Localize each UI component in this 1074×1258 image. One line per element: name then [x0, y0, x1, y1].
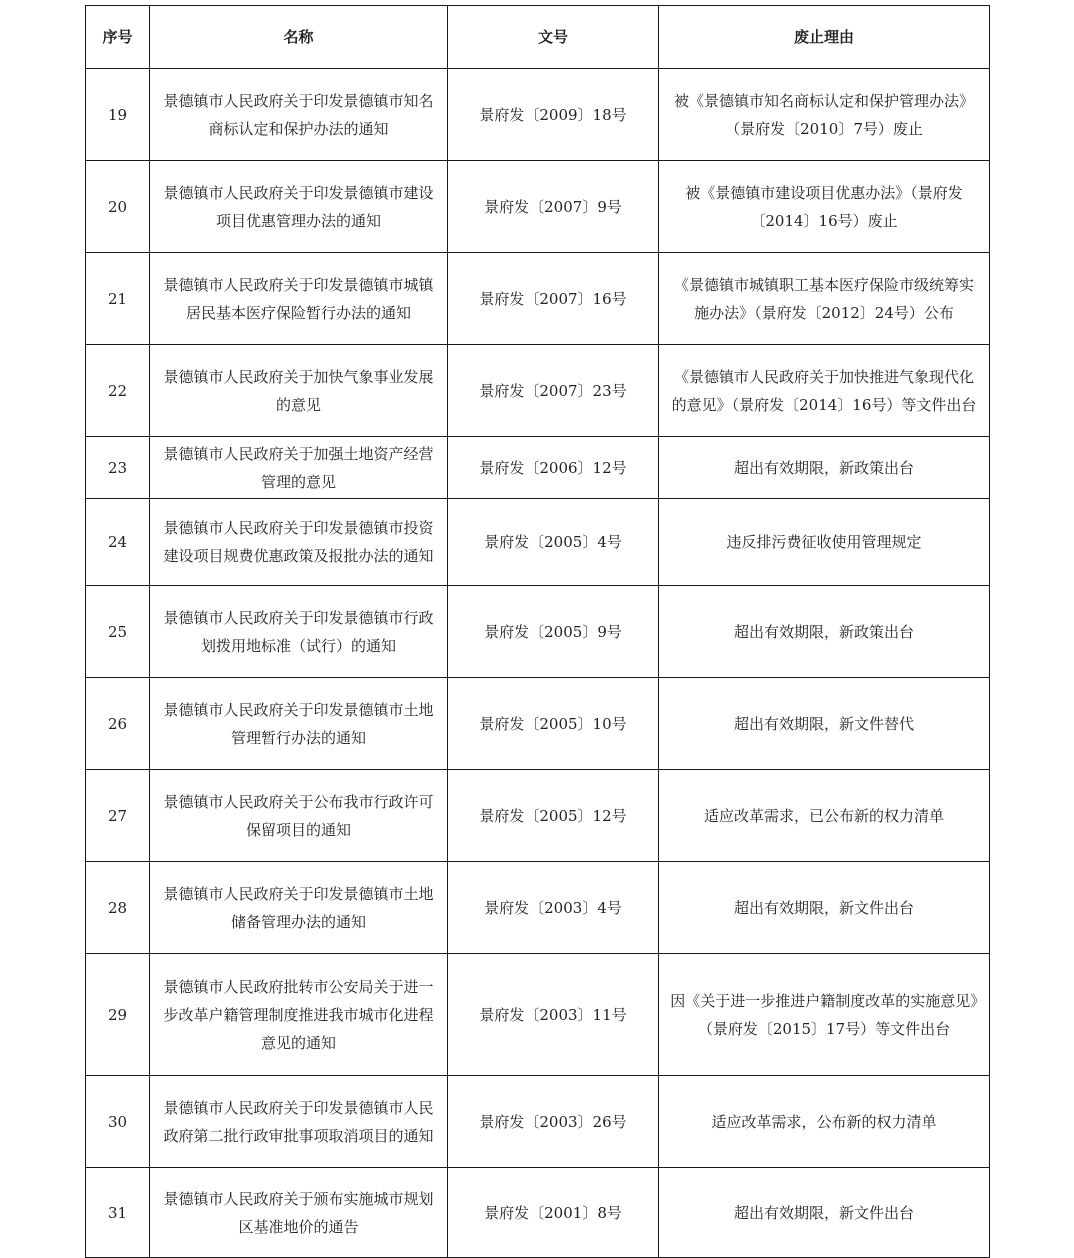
row-docno: 景府发〔2006〕12号 — [448, 437, 659, 499]
row-reason: 超出有效期限，新文件出台 — [659, 1168, 990, 1258]
row-reason: 被《景德镇市建设项目优惠办法》（景府发〔2014〕16号）废止 — [659, 161, 990, 253]
row-name: 景德镇市人民政府关于加强土地资产经营管理的意见 — [150, 437, 448, 499]
row-docno: 景府发〔2001〕8号 — [448, 1168, 659, 1258]
row-docno: 景府发〔2003〕26号 — [448, 1076, 659, 1168]
row-reason: 违反排污费征收使用管理规定 — [659, 499, 990, 586]
row-name: 景德镇市人民政府关于印发景德镇市土地储备管理办法的通知 — [150, 862, 448, 954]
row-name: 景德镇市人民政府关于印发景德镇市人民政府第二批行政审批事项取消项目的通知 — [150, 1076, 448, 1168]
table-row — [86, 770, 990, 862]
row-name: 景德镇市人民政府关于印发景德镇市土地管理暂行办法的通知 — [150, 678, 448, 770]
table-row — [86, 253, 990, 345]
table-row — [86, 69, 990, 161]
row-seq: 25 — [86, 586, 150, 678]
row-reason: 超出有效期限，新政策出台 — [659, 437, 990, 499]
row-name: 景德镇市人民政府关于公布我市行政许可保留项目的通知 — [150, 770, 448, 862]
row-name: 景德镇市人民政府关于颁布实施城市规划区基准地价的通告 — [150, 1168, 448, 1258]
table-row — [86, 1076, 990, 1168]
row-name: 景德镇市人民政府关于印发景德镇市知名商标认定和保护办法的通知 — [150, 69, 448, 161]
row-seq: 26 — [86, 678, 150, 770]
row-reason: 《景德镇市人民政府关于加快推进气象现代化的意见》（景府发〔2014〕16号）等文件出台 — [659, 345, 990, 437]
table-row — [86, 437, 990, 499]
row-name: 景德镇市人民政府关于印发景德镇市投资建设项目规费优惠政策及报批办法的通知 — [150, 499, 448, 586]
table-row — [86, 1168, 990, 1258]
row-reason: 超出有效期限，新文件替代 — [659, 678, 990, 770]
row-seq: 29 — [86, 954, 150, 1076]
table-row — [86, 678, 990, 770]
row-docno: 景府发〔2003〕11号 — [448, 954, 659, 1076]
header-reason: 废止理由 — [659, 6, 990, 69]
row-seq: 22 — [86, 345, 150, 437]
row-name: 景德镇市人民政府关于印发景德镇市建设项目优惠管理办法的通知 — [150, 161, 448, 253]
row-reason: 适应改革需求，已公布新的权力清单 — [659, 770, 990, 862]
row-docno: 景府发〔2009〕18号 — [448, 69, 659, 161]
row-reason: 超出有效期限，新文件出台 — [659, 862, 990, 954]
row-seq: 28 — [86, 862, 150, 954]
table-row — [86, 862, 990, 954]
row-name: 景德镇市人民政府批转市公安局关于进一步改革户籍管理制度推进我市城市化进程意见的通知 — [150, 954, 448, 1076]
row-docno: 景府发〔2007〕23号 — [448, 345, 659, 437]
row-seq: 31 — [86, 1168, 150, 1258]
row-seq: 21 — [86, 253, 150, 345]
abolished-documents-table — [85, 5, 990, 1258]
header-seq: 序号 — [86, 6, 150, 69]
table-row — [86, 954, 990, 1076]
table-row — [86, 161, 990, 253]
row-docno: 景府发〔2005〕9号 — [448, 586, 659, 678]
row-reason: 因《关于进一步推进户籍制度改革的实施意见》（景府发〔2015〕17号）等文件出台 — [659, 954, 990, 1076]
row-reason: 《景德镇市城镇职工基本医疗保险市级统筹实施办法》（景府发〔2012〕24号）公布 — [659, 253, 990, 345]
row-reason: 超出有效期限，新政策出台 — [659, 586, 990, 678]
table-row — [86, 499, 990, 586]
row-seq: 23 — [86, 437, 150, 499]
row-seq: 24 — [86, 499, 150, 586]
row-name: 景德镇市人民政府关于印发景德镇市行政划拨用地标准（试行）的通知 — [150, 586, 448, 678]
table-row — [86, 345, 990, 437]
row-name: 景德镇市人民政府关于印发景德镇市城镇居民基本医疗保险暂行办法的通知 — [150, 253, 448, 345]
row-docno: 景府发〔2005〕4号 — [448, 499, 659, 586]
row-docno: 景府发〔2007〕16号 — [448, 253, 659, 345]
row-seq: 20 — [86, 161, 150, 253]
row-seq: 30 — [86, 1076, 150, 1168]
row-seq: 19 — [86, 69, 150, 161]
row-reason: 被《景德镇市知名商标认定和保护管理办法》（景府发〔2010〕7号）废止 — [659, 69, 990, 161]
header-docno: 文号 — [448, 6, 659, 69]
table-row — [86, 586, 990, 678]
row-reason: 适应改革需求，公布新的权力清单 — [659, 1076, 990, 1168]
row-seq: 27 — [86, 770, 150, 862]
row-name: 景德镇市人民政府关于加快气象事业发展的意见 — [150, 345, 448, 437]
header-name: 名称 — [150, 6, 448, 69]
row-docno: 景府发〔2005〕10号 — [448, 678, 659, 770]
row-docno: 景府发〔2007〕9号 — [448, 161, 659, 253]
row-docno: 景府发〔2003〕4号 — [448, 862, 659, 954]
table-header-row — [86, 6, 990, 69]
row-docno: 景府发〔2005〕12号 — [448, 770, 659, 862]
